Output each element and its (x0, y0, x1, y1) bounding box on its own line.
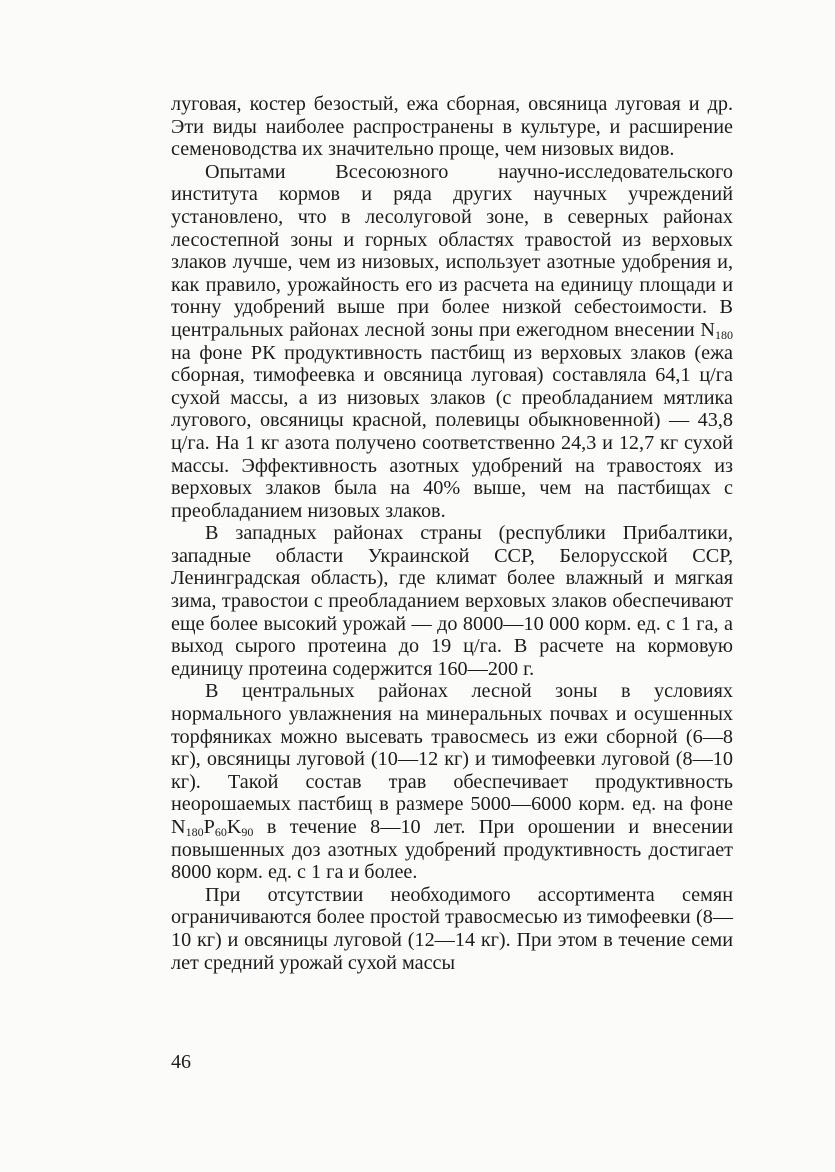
potassium-symbol: K (226, 816, 242, 838)
nitrogen-subscript: 180 (715, 327, 733, 342)
page-number: 46 (171, 1051, 191, 1073)
phosphorus-subscript: 60 (214, 825, 227, 839)
phosphorus-symbol: P (203, 816, 215, 838)
paragraph-2-part-b: на фоне РК продуктивность пастбищ из верховых злаков (ежа сборная, тимофеевка и овсяница луговая) составляла 64,1 ц/га сухой массы, а из низовых злаков (с преобладанием мятлика лугового, овсяницы красной, полевицы обыкновенной) — 43,8 ц/га. На 1 кг азота получено соответственно 24,3 и 12,7 кг сухой массы. Эффективность азотных удобрений на травостоях из верховых злаков была на 40% выше, чем на пастбищах с преобладанием низовых злаков. (171, 341, 733, 522)
potassium-subscript: 90 (241, 825, 254, 839)
paragraph-5: При отсутствии необходимого ассортимента семян ограничиваются более простой травосмесью из тимофеевки (8—10 кг) и овсяницы луговой (12—14 кг). При этом в течение семи лет средний урожай сухой массы (171, 883, 733, 974)
paragraph-2-part-a: Опытами Всесоюзного научно-исследовательского института кормов и ряда других научных учреждений установлено, что в лесолуговой зоне, в северных районах лесостепной зоны и горных областях травостой из верховых злаков лучше, чем из низовых, использует азотные удобрения и, как правило, урожайность его из расчета на единицу площади и тонну удобрений выше при более низкой себестоимости. В центральных районах лесной зоны при ежегодном внесении N (171, 160, 733, 341)
paragraph-3: В западных районах страны (республики Прибалтики, западные области Украинской ССР, Белорусской ССР, Ленинградская область), где климат более влажный и мягкая зима, травостои с преобладанием верховых злаков обеспечивают еще более высокий урожай — до 8000—10 000 корм. ед. с 1 га, а выход сырого протеина до 19 ц/га. В расчете на кормовую единицу протеина содержится 160—200 г. (171, 522, 733, 680)
paragraph-4 (171, 680, 733, 883)
nitrogen-subscript: 180 (185, 825, 204, 839)
paragraph-4-part-a: В центральных районах лесной зоны в условиях нормального увлажнения на минеральных почвах и осушенных торфяниках можно высевать травосмесь из ежи сборной (6—8 кг), овсяницы луговой (10—12 кг) и тимофеевки луговой (8—10 кг). Такой состав трав обеспечивает продуктивность неорошаемых пастбищ в размере 5000—6000 корм. ед. на фоне N (171, 680, 733, 838)
paragraph-2 (171, 161, 733, 523)
paragraph-4-part-b: в течение 8—10 лет. При орошении и внесении повышенных доз азотных удобрений продуктивность достигает 8000 корм. ед. с 1 га и более. (171, 816, 733, 884)
body-text (171, 93, 733, 974)
paragraph-1: луговая, костер безостый, ежа сборная, овсяница луговая и др. Эти виды наиболее распространены в культуре, и расширение семеноводства их значительно проще, чем низовых видов. (171, 93, 733, 161)
